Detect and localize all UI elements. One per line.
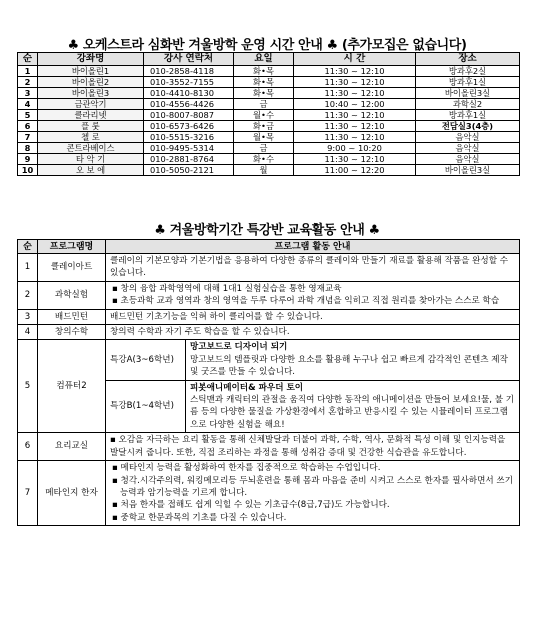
program-name: 과학실험 [38, 281, 106, 309]
class-time: 11:30 ~ 12:10 [294, 77, 416, 88]
class-day: 화•목 [234, 77, 294, 88]
class-time: 11:00 ~ 12:20 [294, 165, 416, 176]
program-name: 요리교실 [38, 433, 106, 461]
class-time: 11:30 ~ 12:10 [294, 110, 416, 121]
sub-course-label: 특강B(1~4학년) [106, 380, 186, 433]
instructor-phone: 010-3552-7155 [144, 77, 234, 88]
col-header-course: 강좌명 [38, 53, 144, 66]
class-place: 음악실 [416, 132, 520, 143]
row-number: 6 [18, 121, 38, 132]
class-day: 화•금 [234, 121, 294, 132]
class-day: 월•수 [234, 110, 294, 121]
col-header-place: 장소 [416, 53, 520, 66]
table-row [18, 77, 520, 88]
row-number: 3 [18, 88, 38, 99]
table-row [18, 309, 520, 324]
row-number: 2 [18, 77, 38, 88]
table-row [18, 165, 520, 176]
instructor-phone: 010-5050-2121 [144, 165, 234, 176]
row-number: 2 [18, 281, 38, 309]
sub-course-description [186, 380, 520, 433]
table-row [18, 281, 520, 309]
row-number: 7 [18, 132, 38, 143]
row-number: 10 [18, 165, 38, 176]
class-day: 금 [234, 143, 294, 154]
course-name: 바이올린2 [38, 77, 144, 88]
class-place: 방과후1실 [416, 110, 520, 121]
table-row [18, 433, 520, 461]
class-day: 월 [234, 165, 294, 176]
class-day: 금 [234, 99, 294, 110]
sub-course-heading: 피봇애니메이터& 파우더 토이 [190, 382, 304, 393]
class-place: 방과후1실 [416, 77, 520, 88]
table-row [18, 325, 520, 340]
table-row [18, 143, 520, 154]
course-name: 오 보 에 [38, 165, 144, 176]
program-description: 배드민턴 기초기능을 익혀 하이 클리어를 할 수 있습니다. [106, 309, 520, 324]
sub-course-label: 특강A(3~6학년) [106, 340, 186, 380]
class-day: 화•목 [234, 66, 294, 77]
table-row [18, 461, 520, 526]
bullet-item: ▪ 창의 융합 과학영역에 대해 1대1 실험실습을 통한 영재교육 [112, 283, 342, 294]
sub-course-text: 망고보드의 템플릿과 다양한 요소를 활용해 누구나 쉽고 빠르게 감각적인 콘텐츠 제작 및 굿즈를 만들 수 있습니다. [190, 354, 508, 378]
instructor-phone: 010-2881-8764 [144, 154, 234, 165]
class-time: 11:30 ~ 12:10 [294, 132, 416, 143]
program-name: 창의수학 [38, 325, 106, 340]
instructor-phone: 010-4410-8130 [144, 88, 234, 99]
course-name: 바이올린3 [38, 88, 144, 99]
class-day: 월•목 [234, 132, 294, 143]
col-header-day: 요일 [234, 53, 294, 66]
row-number: 4 [18, 325, 38, 340]
row-number: 8 [18, 143, 38, 154]
schedule-title: ♣ 오케스트라 심화반 겨울방학 운영 시간 안내 ♣ (추가모집은 없습니다) [67, 38, 467, 53]
col-header-no: 순 [18, 53, 38, 66]
table-row [18, 110, 520, 121]
table-row [18, 88, 520, 99]
bullet-item: ▪ 중학교 한문과목의 기초를 다질 수 있습니다. [112, 512, 287, 523]
col-header-program: 프로그램명 [38, 240, 106, 254]
row-number: 3 [18, 309, 38, 324]
bullet-item: ▪ 메타인지 능력을 활성화하여 한자를 집중적으로 학습하는 수업입니다. [112, 463, 381, 474]
class-day: 화•수 [234, 154, 294, 165]
course-name: 첼 로 [38, 132, 144, 143]
course-name: 타 악 기 [38, 154, 144, 165]
class-place: 음악실 [416, 154, 520, 165]
table-row [18, 121, 520, 132]
programs-table [17, 239, 520, 526]
bullet-item: ▪ 청각.시각주의력, 워킹메모리등 두뇌훈련을 통해 몸과 마음을 준비 시켜고 스스로 한자를 필사하면서 쓰기능력과 암기능력을 기르게 합니다. [112, 475, 514, 498]
class-place: 바이올린3실 [416, 88, 520, 99]
table-row [18, 132, 520, 143]
class-time: 11:30 ~ 12:10 [294, 154, 416, 165]
row-number: 5 [18, 340, 38, 433]
row-number: 9 [18, 154, 38, 165]
course-name: 클라리넷 [38, 110, 144, 121]
table-row [18, 340, 520, 380]
instructor-phone: 010-4556-4426 [144, 99, 234, 110]
program-description [106, 461, 520, 526]
instructor-phone: 010-8007-8087 [144, 110, 234, 121]
sub-course-description [186, 340, 520, 380]
course-name: 플 룻 [38, 121, 144, 132]
course-name: 바이올린1 [38, 66, 144, 77]
table-row [18, 99, 520, 110]
bullet-item: ▪ 처음 한자를 접해도 쉽게 익힐 수 있는 기초급수(8급,7급)도 가능합니다. [112, 500, 390, 511]
row-number: 4 [18, 99, 38, 110]
program-name: 배드민턴 [38, 309, 106, 324]
sub-course-heading: 망고보드로 디자이너 되기 [190, 342, 288, 353]
row-number: 5 [18, 110, 38, 121]
instructor-phone: 010-6573-6426 [144, 121, 234, 132]
class-place: 과학실2 [416, 99, 520, 110]
row-number: 1 [18, 254, 38, 282]
row-number: 1 [18, 66, 38, 77]
table-row [18, 66, 520, 77]
class-place: 방과후2실 [416, 66, 520, 77]
instructor-phone: 010-9495-5314 [144, 143, 234, 154]
col-header-no: 순 [18, 240, 38, 254]
sub-course-text: 스틱맨과 캐릭터의 관절을 움직여 다양한 동작의 애니메이션을 만들어 보세요!물, 불 기름 등의 다양한 물질을 가상환경에서 혼합하고 반응시킬 수 있는 시뮬레이터 프로그램으로 다양한 실험을 해요! [190, 395, 515, 430]
class-place: 전담실3(4층) [416, 121, 520, 132]
program-description: 창의력 수학과 자기 주도 학습을 할 수 있습니다. [106, 325, 520, 340]
class-time: 9:00 ~ 10:20 [294, 143, 416, 154]
class-time: 11:30 ~ 12:10 [294, 121, 416, 132]
course-name: 금관악기 [38, 99, 144, 110]
program-name: 컴퓨터2 [38, 340, 106, 433]
row-number: 7 [18, 461, 38, 526]
bullet-item: ▪ 초등과학 교과 영역과 창의 영역을 두루 다루어 과학 개념을 익히고 직접 원리를 찾아가는 스스로 학습 [112, 296, 500, 307]
class-day: 화•목 [234, 88, 294, 99]
class-place: 바이올린3실 [416, 165, 520, 176]
program-name: 클레이아트 [38, 254, 106, 282]
table-row [18, 154, 520, 165]
programs-title: ♣ 겨울방학기간 특강반 교육활동 안내 ♣ [154, 223, 380, 238]
programs-header-row [18, 240, 520, 254]
row-number: 6 [18, 433, 38, 461]
col-header-description: 프로그램 활동 안내 [106, 240, 520, 254]
program-description [106, 281, 520, 309]
program-description: 클레이의 기본모양과 기본기법을 응용하여 다양한 종류의 클레이와 만들기 재료를 활용해 작품을 완성할 수 있습니다. [106, 254, 520, 282]
course-name: 콘트라베이스 [38, 143, 144, 154]
program-name: 메타인지 한자 [38, 461, 106, 526]
col-header-time: 시 간 [294, 53, 416, 66]
class-place: 음악실 [416, 143, 520, 154]
program-description: ▪ 오감을 자극하는 요리 활동을 통해 신체발달과 더불어 과학, 수학, 역사, 문화적 특성 이해 및 인지능력을 발달시켜 줍니다. 또한, 직접 조리하는 과정을 통해 성취감 증대 및 건강한 식습관을 유도합니다. [106, 433, 520, 461]
instructor-phone: 010-5515-3216 [144, 132, 234, 143]
schedule-table [17, 52, 520, 176]
class-time: 10:40 ~ 12:00 [294, 99, 416, 110]
instructor-phone: 010-2858-4118 [144, 66, 234, 77]
table-row [18, 254, 520, 282]
schedule-header-row [18, 53, 520, 66]
class-time: 11:30 ~ 12:10 [294, 88, 416, 99]
class-time: 11:30 ~ 12:10 [294, 66, 416, 77]
col-header-phone: 강사 연락처 [144, 53, 234, 66]
